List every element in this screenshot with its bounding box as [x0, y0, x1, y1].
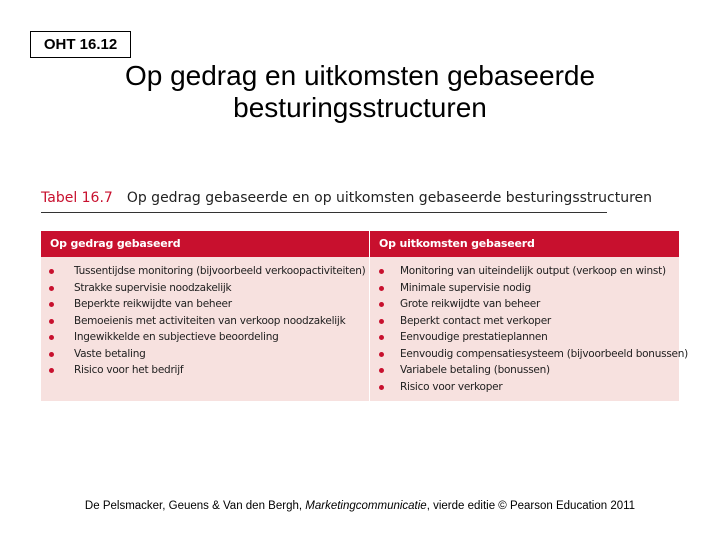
- table-caption: [41, 190, 653, 206]
- bullet-icon: [379, 286, 384, 291]
- list-item-text: Eenvoudig compensatiesysteem (bijvoorbeeld bonussen): [400, 347, 689, 360]
- behavior-list: [41, 263, 369, 379]
- bullet-icon: [49, 269, 54, 274]
- list-item: [41, 280, 369, 297]
- list-item: [370, 296, 679, 313]
- list-item-text: Eenvoudige prestatieplannen: [400, 331, 548, 343]
- list-item: [41, 329, 369, 346]
- list-item-text: Bemoeienis met activiteiten van verkoop noodzakelijk: [74, 314, 346, 327]
- list-item-text: Beperkt contact met verkoper: [400, 314, 551, 327]
- bullet-icon: [379, 302, 384, 307]
- slide-number-badge: OHT 16.12: [30, 31, 131, 58]
- footer-edition: , vierde editie © Pearson Education 2011: [426, 500, 636, 512]
- list-item-text: Variabele betaling (bonussen): [400, 364, 550, 376]
- list-item: [370, 346, 689, 363]
- bullet-icon: [379, 352, 384, 357]
- list-item-text: Monitoring van uiteindelijk output (verkoop en winst): [400, 265, 666, 277]
- outcome-list: [370, 263, 689, 395]
- list-item: [41, 296, 369, 313]
- list-item: [41, 263, 369, 280]
- list-item-text: Minimale supervisie nodig: [400, 281, 531, 294]
- bullet-icon: [379, 269, 384, 274]
- table-number: Tabel 16.7: [41, 190, 113, 206]
- outcome-column: [370, 231, 689, 401]
- bullet-icon: [49, 286, 54, 291]
- column-header-behavior: Op gedrag gebaseerd: [50, 237, 181, 250]
- column-header-outcome: Op uitkomsten gebaseerd: [379, 237, 535, 250]
- list-item: [41, 313, 369, 330]
- list-item: [370, 379, 679, 396]
- list-item: [41, 362, 369, 379]
- list-item-text: Ingewikkelde en subjectieve beoordeling: [74, 331, 279, 343]
- list-item: [41, 346, 369, 363]
- bullet-icon: [49, 335, 54, 340]
- list-item-text: Beperkte reikwijdte van beheer: [74, 298, 232, 310]
- behavior-column: [41, 231, 369, 401]
- bullet-icon: [379, 368, 384, 373]
- bullet-icon: [379, 335, 384, 340]
- footer-book-title: Marketingcommunicatie: [305, 500, 427, 512]
- bullet-icon: [379, 319, 384, 324]
- bullet-icon: [49, 302, 54, 307]
- list-item: [370, 313, 679, 330]
- bullet-icon: [49, 319, 54, 324]
- list-item-text: Risico voor verkoper: [400, 380, 503, 393]
- list-item-text: Vaste betaling: [74, 347, 146, 360]
- source-footer: [0, 500, 720, 512]
- slide-title: Op gedrag en uitkomsten gebaseerde besturingsstructuren: [124, 60, 596, 123]
- list-item-text: Grote reikwijdte van beheer: [400, 298, 541, 310]
- bullet-icon: [49, 368, 54, 373]
- list-item-text: Tussentijdse monitoring (bijvoorbeeld verkoopactiviteiten): [74, 265, 366, 277]
- caption-underline: [41, 212, 607, 213]
- list-item: [370, 263, 679, 280]
- bullet-icon: [379, 385, 384, 390]
- comparison-table: [41, 231, 689, 401]
- list-item-text: Risico voor het bedrijf: [74, 364, 184, 376]
- list-item: [370, 329, 679, 346]
- footer-authors: De Pelsmacker, Geuens & Van den Bergh,: [84, 500, 303, 512]
- list-item: [370, 280, 679, 297]
- table-caption-text: Op gedrag gebaseerde en op uitkomsten gebaseerde besturingsstructuren: [126, 190, 653, 206]
- bullet-icon: [49, 352, 54, 357]
- list-item: [370, 362, 679, 379]
- list-item-text: Strakke supervisie noodzakelijk: [74, 281, 232, 294]
